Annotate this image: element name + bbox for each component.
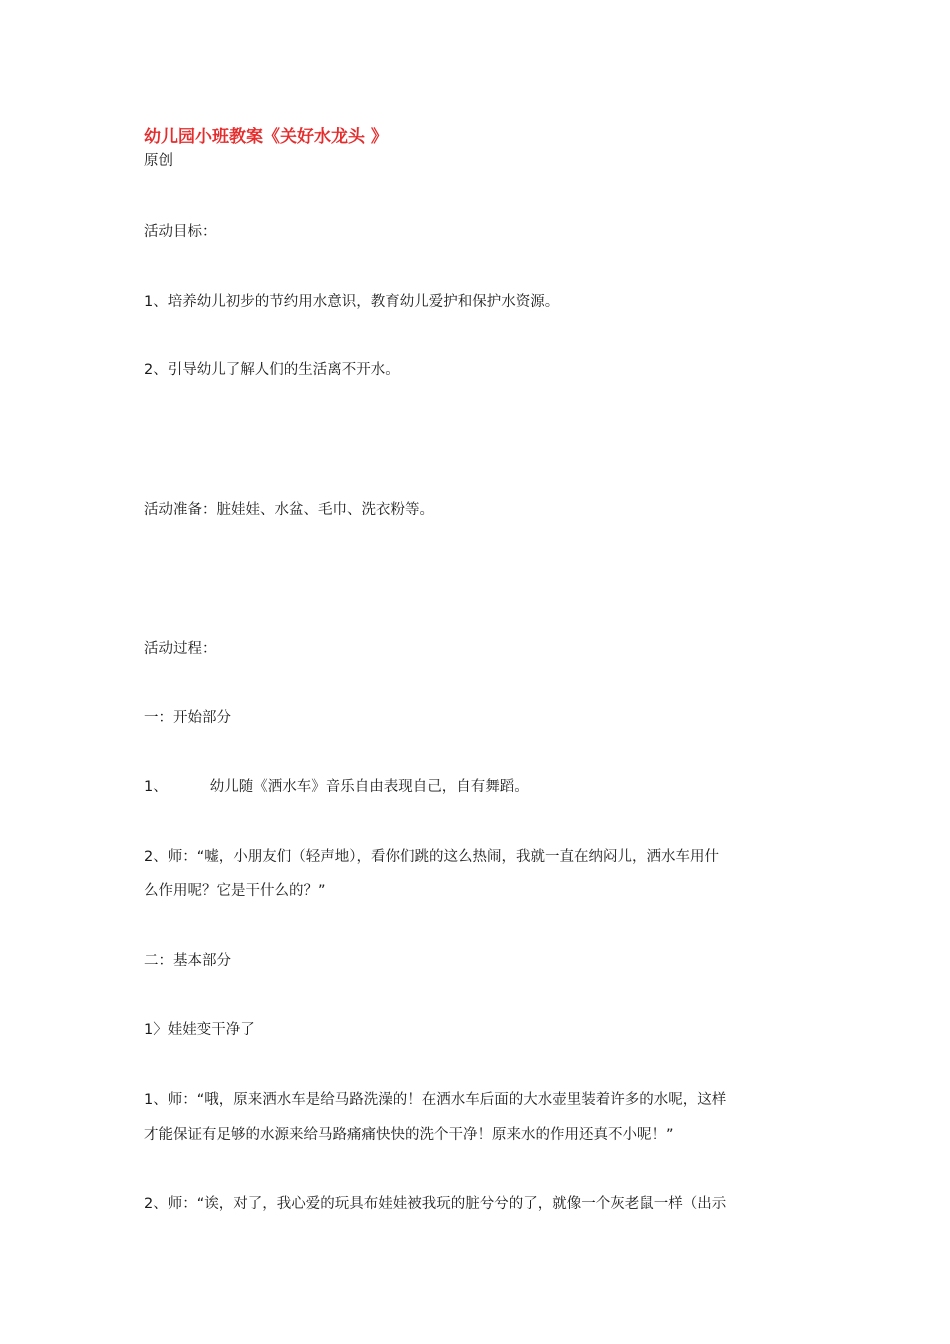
section-1-item-1-line-1: 1、师：“哦，原来洒水车是给马路洗澡的！在洒水车后面的大水壶里装着许多的水呢，这样 [144, 1092, 727, 1108]
document-title: 幼儿园小班教案《关好水龙头 》 [144, 127, 388, 147]
preparation-paragraph: 活动准备：脏娃娃、水盆、毛巾、洗衣粉等。 [144, 502, 434, 518]
section-1-item-1-line-2: 才能保证有足够的水源来给马路痛痛快快的洗个干净！原来水的作用还真不小呢！” [144, 1127, 674, 1143]
part-1-heading: 一：开始部分 [144, 710, 231, 726]
section-1-heading: 1〉娃娃变干净了 [144, 1022, 255, 1038]
goal-item-2: 2、引导幼儿了解人们的生活离不开水。 [144, 362, 400, 378]
part-1-item-1-number: 1、 [144, 779, 168, 795]
part-2-heading: 二：基本部分 [144, 953, 231, 969]
part-1-item-1 [144, 772, 804, 802]
part-1-item-2-line-1: 2、师：“嘘，小朋友们（轻声地），看你们跳的这么热闹，我就一直在纳闷儿，洒水车用什 [144, 849, 719, 865]
goals-heading: 活动目标： [144, 224, 217, 240]
part-1-item-1-text: 幼儿随《洒水车》音乐自由表现自己，自有舞蹈。 [209, 779, 529, 795]
part-1-item-2-line-2: 么作用呢？它是干什么的？” [144, 883, 326, 899]
goal-item-1: 1、培养幼儿初步的节约用水意识，教育幼儿爱护和保护水资源。 [144, 294, 560, 310]
document-subtitle: 原创 [144, 153, 173, 169]
section-1-item-2-line-1: 2、师：“诶，对了，我心爱的玩具布娃娃被我玩的脏兮兮的了，就像一个灰老鼠一样（出示 [144, 1196, 727, 1212]
process-heading: 活动过程： [144, 641, 217, 657]
